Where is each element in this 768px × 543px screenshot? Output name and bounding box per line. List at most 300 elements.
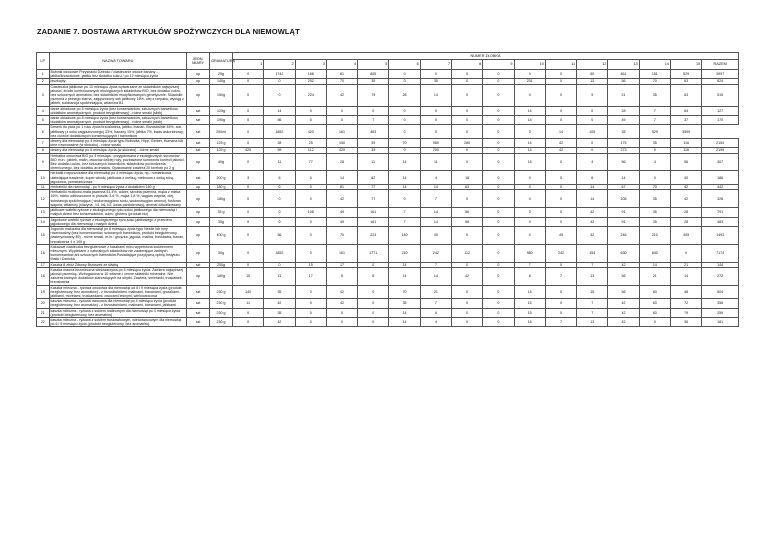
row-unit: szt	[187, 139, 210, 148]
row-qty-nursery-10: 7	[514, 262, 545, 267]
row-qty-nursery-4: 49	[326, 208, 357, 217]
row-product-name: danie obiadowe po 5 miesiącu życia (bez konserwantów, sztucznych barwników, dodatków aromatycznych, produkt bezglutenowy) - różne smaki (słoik)	[49, 106, 187, 115]
row-qty-nursery-11: 49	[545, 226, 576, 244]
row-qty-nursery-15: 14	[670, 267, 701, 285]
row-qty-nursery-15: 28	[670, 217, 701, 226]
row-product-name: Herbatniki dla niemowląt - po 9 miesiącu życia z dodatkiem 180 g	[49, 185, 187, 190]
row-qty-nursery-5: 62	[358, 171, 389, 185]
row-qty-nursery-3: 77	[295, 153, 326, 171]
row-qty-nursery-13: 630	[608, 244, 639, 262]
row-qty-nursery-15: 42	[670, 190, 701, 208]
row-qty-nursery-10: 15	[514, 308, 545, 317]
row-unit: op	[187, 79, 210, 84]
header-nursery-5: 5	[358, 60, 389, 70]
row-qty-nursery-7: 4	[420, 308, 451, 317]
row-qty-nursery-13: 246	[608, 226, 639, 244]
row-unit: op	[187, 226, 210, 244]
row-qty-nursery-11: 0	[545, 208, 576, 217]
row-qty-nursery-15: 405	[670, 226, 701, 244]
row-qty-nursery-5: 483	[358, 125, 389, 139]
row-qty-nursery-13: 42	[608, 299, 639, 308]
header-total: RAZEM	[702, 60, 739, 70]
row-qty-nursery-5: 1771	[358, 244, 389, 262]
row-qty-nursery-4: 81	[326, 70, 357, 79]
row-qty-nursery-6: 14	[389, 262, 420, 267]
row-qty-nursery-6: 70	[389, 285, 420, 299]
row-lp: 21	[37, 308, 50, 317]
header-nursery-6: 6	[389, 60, 420, 70]
row-qty-nursery-4: 81	[326, 185, 357, 190]
row-grammage: 30g	[210, 244, 233, 262]
row-lp: 1	[37, 70, 50, 79]
row-total: 3599	[670, 125, 701, 139]
row-grammage: 230 g	[210, 308, 233, 317]
row-lp: 18	[37, 267, 50, 285]
row-product-name: Bobinki owocowe Przysnacki Dziecko / ciastecznie owoce banany - jabłko/krzaczkowe -jabłko bez dodatku cukru / po 12 miesiącu życia	[49, 70, 187, 79]
row-qty-nursery-5: 0	[358, 106, 389, 115]
row-total: 127	[702, 106, 739, 115]
row-qty-nursery-5: 0	[358, 317, 389, 326]
table-row	[37, 217, 739, 226]
row-qty-nursery-6: 14	[389, 185, 420, 190]
row-qty-nursery-11: 0	[545, 299, 576, 308]
row-qty-nursery-8: 0	[451, 148, 482, 153]
row-lp: 8	[37, 148, 50, 153]
row-lp: 2	[37, 79, 50, 84]
row-qty-nursery-10: 14	[514, 139, 545, 148]
row-lp: 20	[37, 299, 50, 308]
row-qty-nursery-9: 0	[483, 148, 514, 153]
row-qty-nursery-11: 0	[545, 285, 576, 299]
row-product-name: Ciasteczka jabłkowe po 10 miesiącu życia wytwarzane ze składników najwyższej jakości, źródło kontrolowanych ekologicznych składników BIO, bez dodatku cukru, bez sztucznych aromatów, bez składników modyfikowanych genetycznie. Składniki: pszenna z pełnego ziarna, zagęszczony sok jabłkowy 18%, olej z rzepaku, wyciąg z jabłek, substancja spulchniająca, witamina B1	[49, 84, 187, 106]
row-qty-nursery-7: 4	[420, 171, 451, 185]
row-qty-nursery-1: 3	[233, 171, 264, 185]
row-qty-nursery-14: 21	[639, 267, 670, 285]
row-qty-nursery-6: 7	[389, 208, 420, 217]
row-qty-nursery-5: 0	[358, 262, 389, 267]
row-grammage: 190g	[210, 116, 233, 125]
row-unit: op	[187, 190, 210, 208]
row-qty-nursery-10: 0	[514, 217, 545, 226]
row-product-name: jabłkowe wafelki ryżowe z ekologicznego ryżu,sokiu jabłkowego dla niemowląt i małych dzieci bez konserwantów, cukru, glutenu (produkt bio)	[49, 208, 187, 217]
row-qty-nursery-13: 28	[608, 106, 639, 115]
row-qty-nursery-5: 35	[358, 79, 389, 84]
row-qty-nursery-11: 14	[545, 125, 576, 139]
row-grammage: 180 g	[210, 185, 233, 190]
row-qty-nursery-9: 0	[483, 244, 514, 262]
row-product-name: kaszka mleczno - ryżowa z sokiem truskawkowym, wieloowocowym dla niemowląt po 6 i 9 miesiącu życia (produkt bezglutenowy, bez aromatów)	[49, 317, 187, 326]
row-qty-nursery-12: 42	[577, 217, 608, 226]
row-qty-nursery-10: 0	[514, 208, 545, 217]
row-qty-nursery-7: 14	[420, 84, 451, 106]
row-qty-nursery-1: 0	[233, 185, 264, 190]
row-qty-nursery-9: 0	[483, 171, 514, 185]
row-lp: 12	[37, 190, 50, 208]
row-qty-nursery-4: 42	[326, 84, 357, 106]
row-qty-nursery-5: 39	[358, 148, 389, 153]
row-qty-nursery-9: 0	[483, 70, 514, 79]
row-qty-nursery-10: 15	[514, 285, 545, 299]
row-qty-nursery-12: 154	[577, 244, 608, 262]
row-qty-nursery-7: 0	[420, 70, 451, 79]
row-qty-nursery-4: 8	[326, 267, 357, 285]
row-qty-nursery-6: 7	[389, 217, 420, 226]
row-product-name: Kakaowe ciasteczka bezglutenowe z kaszkami mixu wypełniona kodziennem mlecznym. Wypiekane z naturalnych składników nie zawierające żadnych konserwantów ani sztucznych barwników.Posiadające pozytywną opinię Instytutu Matki i Dziecka	[49, 244, 187, 262]
row-qty-nursery-13: 56	[608, 285, 639, 299]
row-qty-nursery-1: 0	[233, 262, 264, 267]
row-qty-nursery-10: 0	[514, 70, 545, 79]
row-qty-nursery-14: 70	[639, 185, 670, 190]
row-qty-nursery-11: 0	[545, 190, 576, 208]
row-qty-nursery-12: 9	[577, 84, 608, 106]
row-qty-nursery-9: 0	[483, 308, 514, 317]
row-qty-nursery-9: 0	[483, 217, 514, 226]
row-total: 307	[702, 153, 739, 171]
row-qty-nursery-12: 4	[577, 153, 608, 171]
row-qty-nursery-2: 42	[264, 317, 295, 326]
row-qty-nursery-9: 0	[483, 317, 514, 326]
row-qty-nursery-6: 140	[389, 226, 420, 244]
row-qty-nursery-12: 0	[577, 139, 608, 148]
row-product-name: Deserk do picia po 1 roku życia brzoskwinia, jabłko i banan. Brzoskwinie 45%, sok jabłkowy (z soku zagęszczonego) 33%, banany 15%, jabłka 7%, kwas askorbinowy; bez cukrów dodatkowych konserwujących i barwników	[49, 125, 187, 139]
row-qty-nursery-4: 161	[326, 125, 357, 139]
row-qty-nursery-12: 14	[577, 190, 608, 208]
table-body	[37, 70, 739, 327]
row-qty-nursery-1: 0	[233, 139, 264, 148]
row-total: 442	[702, 185, 739, 190]
table-row	[37, 139, 739, 148]
row-unit: szt	[187, 125, 210, 139]
row-total: 1493	[702, 226, 739, 244]
row-qty-nursery-4: 42	[326, 299, 357, 308]
row-total: 483	[702, 217, 739, 226]
row-qty-nursery-1: 0	[233, 317, 264, 326]
row-qty-nursery-3: 0	[295, 299, 326, 308]
row-qty-nursery-11: 0	[545, 84, 576, 106]
row-qty-nursery-8: 0	[451, 70, 482, 79]
row-qty-nursery-10: 8	[514, 267, 545, 285]
row-qty-nursery-4: 49	[326, 217, 357, 226]
row-qty-nursery-9: 0	[483, 208, 514, 217]
row-lp: 10	[37, 171, 50, 185]
row-qty-nursery-2: 0	[264, 79, 295, 84]
row-qty-nursery-4: 42	[326, 285, 357, 299]
row-total: 259	[702, 308, 739, 317]
header-grammage: GRAMATURA	[210, 53, 233, 70]
row-qty-nursery-2: 35	[264, 308, 295, 317]
row-qty-nursery-1: 0	[233, 208, 264, 217]
row-qty-nursery-15: 36	[670, 317, 701, 326]
row-product-name: desery dla niemowląt po 4 miesiącu życia typu Bobovita, Hipp, Gerber, Humana lub inne równoważne (w słoiczku) - różne smaki	[49, 139, 187, 148]
row-unit: szt	[187, 171, 210, 185]
row-unit: szt	[187, 308, 210, 317]
table-row	[37, 244, 739, 262]
row-qty-nursery-14: 7	[639, 106, 670, 115]
row-qty-nursery-2: 0	[264, 217, 295, 226]
row-qty-nursery-2: 59	[264, 148, 295, 153]
row-qty-nursery-4: 70	[326, 79, 357, 84]
row-qty-nursery-15: 79	[670, 308, 701, 317]
row-product-name: Herbatka owocowa BIO po 4 miesiącu -przygotowana z ekologicznych surowców BIO m.in.: jabłek, malin, owoców dzikiej róży, pozbawione surowców kontroli jakości. Bez dodatku cukru, bez sztucznych barwników, składników pochodzenia chemicznego, bez dodatku aromatów. Opakowanie zawiera 20 torebek po 2 g	[50, 153, 185, 171]
row-qty-nursery-8: 0	[451, 106, 482, 115]
row-qty-nursery-1: 11	[233, 299, 264, 308]
row-lp: 3	[37, 84, 50, 106]
row-qty-nursery-2: 42	[264, 299, 295, 308]
row-unit: szt	[187, 262, 210, 267]
row-product-name: Kaszka 8 zbóż Zdrowy Brzuszek ze śliwką	[49, 262, 187, 267]
row-qty-nursery-9: 0	[483, 79, 514, 84]
row-qty-nursery-7: 4	[420, 317, 451, 326]
row-qty-nursery-13: 108	[608, 190, 639, 208]
row-qty-nursery-9: 0	[483, 190, 514, 208]
row-lp: 15	[37, 226, 50, 244]
row-qty-nursery-10: 0	[514, 185, 545, 190]
row-qty-nursery-3: 0	[295, 217, 326, 226]
row-qty-nursery-7: 700	[420, 148, 451, 153]
row-qty-nursery-15: 28	[670, 208, 701, 217]
products-table	[36, 52, 739, 327]
row-qty-nursery-1: 0	[233, 244, 264, 262]
row-qty-nursery-15: 42	[670, 185, 701, 190]
row-grammage: 230 g	[210, 285, 233, 299]
row-qty-nursery-1: 0	[233, 308, 264, 317]
row-qty-nursery-14: 35	[639, 217, 670, 226]
row-unit: op	[187, 217, 210, 226]
row-qty-nursery-13: 14	[608, 171, 639, 185]
row-qty-nursery-2: 35	[264, 285, 295, 299]
row-qty-nursery-7: 7	[420, 299, 451, 308]
header-nursery-1: 1	[233, 60, 264, 70]
row-lp: 13	[37, 208, 50, 217]
header-name: NAZWA TOWARU	[49, 53, 187, 70]
row-qty-nursery-1: 10	[233, 267, 264, 285]
header-nursery-10: 10	[514, 60, 545, 70]
row-qty-nursery-3: 420	[295, 125, 326, 139]
row-total: 7174	[702, 244, 739, 262]
row-qty-nursery-12: 0	[577, 116, 608, 125]
row-qty-nursery-3: 0	[295, 226, 326, 244]
row-qty-nursery-8: 0	[451, 299, 482, 308]
row-total: 3997	[702, 70, 739, 79]
row-qty-nursery-1: 0	[233, 70, 264, 79]
row-qty-nursery-2: 0	[264, 208, 295, 217]
row-grammage: 25g	[210, 70, 233, 79]
row-qty-nursery-3: 112	[295, 148, 326, 153]
row-qty-nursery-6: 14	[389, 153, 420, 171]
row-qty-nursery-2: 0	[264, 262, 295, 267]
row-qty-nursery-14: 0	[639, 148, 670, 153]
row-qty-nursery-6: 0	[389, 190, 420, 208]
row-unit: op	[187, 70, 210, 79]
row-qty-nursery-5: 79	[358, 84, 389, 106]
row-qty-nursery-15: 116	[670, 148, 701, 153]
row-qty-nursery-8: 63	[451, 185, 482, 190]
table-row	[37, 116, 739, 125]
row-qty-nursery-6: 0	[389, 125, 420, 139]
row-qty-nursery-12: 15	[577, 285, 608, 299]
row-product-name: herbatki rozpuszczalne dla niemowląt po 4 miesiącu życia, np.: rumiankowa, ułatwiająca trawienie, koper włoski, jabłkowa z melisą, melisowa z dziką różą, jagodowa, pomarańczowa	[49, 171, 187, 185]
row-unit: op	[187, 208, 210, 217]
row-grammage: 250g	[210, 262, 233, 267]
row-qty-nursery-4: 17	[326, 262, 357, 267]
row-qty-nursery-2: 0	[264, 84, 295, 106]
row-qty-nursery-6: 14	[389, 317, 420, 326]
row-qty-nursery-5: 0	[358, 308, 389, 317]
row-qty-nursery-6: 210	[389, 244, 420, 262]
row-unit: szt	[187, 317, 210, 326]
row-qty-nursery-4: 0	[326, 308, 357, 317]
row-product-name: desery dla niemowląt po 6 miesiącu życia (w słoiczku) - różne smaki	[49, 148, 187, 153]
row-qty-nursery-1: 0	[233, 84, 264, 106]
row-qty-nursery-12: 12	[577, 79, 608, 84]
row-lp: 16	[37, 244, 50, 262]
row-qty-nursery-13: 42	[608, 317, 639, 326]
header-nursery-4: 4	[326, 60, 357, 70]
row-qty-nursery-5: 0	[358, 299, 389, 308]
header-nursery-2: 2	[264, 60, 295, 70]
row-total: 2195	[702, 148, 739, 153]
row-qty-nursery-11: 242	[545, 244, 576, 262]
row-qty-nursery-14: 210	[639, 226, 670, 244]
row-grammage: 400 g	[210, 226, 233, 244]
row-qty-nursery-5: 805	[358, 70, 389, 79]
row-qty-nursery-3: 25	[295, 139, 326, 148]
row-grammage: 140g	[210, 79, 233, 84]
row-unit: szt	[187, 106, 210, 115]
row-grammage: 230 g	[210, 299, 233, 308]
row-unit: op	[187, 267, 210, 285]
row-lp: 22	[37, 317, 50, 326]
row-qty-nursery-14: 840	[639, 244, 670, 262]
row-qty-nursery-7: 21	[420, 285, 451, 299]
table-row	[37, 84, 739, 106]
row-qty-nursery-13: 91	[608, 208, 639, 217]
row-grammage: 35 g	[210, 208, 233, 217]
table-row	[37, 308, 739, 317]
row-qty-nursery-3: 0	[295, 317, 326, 326]
row-qty-nursery-8: 56	[451, 217, 482, 226]
row-total: 326	[702, 190, 739, 208]
row-qty-nursery-8: 0	[451, 79, 482, 84]
row-qty-nursery-6: 0	[389, 106, 420, 115]
row-qty-nursery-13: 67	[608, 185, 639, 190]
row-qty-nursery-13: 21	[608, 84, 639, 106]
header-nursery-3: 3	[295, 60, 326, 70]
row-qty-nursery-9: 0	[483, 285, 514, 299]
row-qty-nursery-11: 0	[545, 79, 576, 84]
row-qty-nursery-11: 7	[545, 317, 576, 326]
row-qty-nursery-15: 40	[670, 171, 701, 185]
row-total: 791	[702, 208, 739, 217]
row-qty-nursery-11: 0	[545, 116, 576, 125]
table-row	[37, 299, 739, 308]
header-nursery-13: 13	[608, 60, 639, 70]
row-qty-nursery-8: 56	[451, 208, 482, 217]
row-qty-nursery-4: 14	[326, 171, 357, 185]
row-grammage: 200 g	[210, 171, 233, 185]
row-qty-nursery-9: 0	[483, 262, 514, 267]
row-total: 186	[702, 171, 739, 185]
row-qty-nursery-3: 168	[295, 70, 326, 79]
row-qty-nursery-1: 0	[233, 190, 264, 208]
row-qty-nursery-13: 175	[608, 139, 639, 148]
row-total: 515	[702, 84, 739, 106]
row-qty-nursery-8: 0	[451, 125, 482, 139]
row-qty-nursery-12: 60	[577, 70, 608, 79]
row-qty-nursery-9: 0	[483, 267, 514, 285]
row-qty-nursery-15: 37	[670, 116, 701, 125]
row-qty-nursery-14: 63	[639, 285, 670, 299]
row-qty-nursery-3: 252	[295, 79, 326, 84]
row-qty-nursery-10: 0	[514, 226, 545, 244]
row-qty-nursery-11: 42	[545, 139, 576, 148]
row-qty-nursery-8: 0	[451, 226, 482, 244]
row-qty-nursery-10: 980	[514, 244, 545, 262]
row-qty-nursery-10: 14	[514, 106, 545, 115]
row-qty-nursery-6: 35	[389, 299, 420, 308]
row-qty-nursery-2: 0	[264, 185, 295, 190]
row-qty-nursery-14: 63	[639, 299, 670, 308]
row-qty-nursery-8: 0	[451, 308, 482, 317]
row-qty-nursery-8: 0	[451, 190, 482, 208]
row-qty-nursery-3: 0	[295, 106, 326, 115]
row-qty-nursery-6: 0	[389, 79, 420, 84]
row-unit: szt	[187, 116, 210, 125]
row-qty-nursery-7: 0	[420, 125, 451, 139]
row-qty-nursery-3: 0	[295, 308, 326, 317]
row-qty-nursery-4: 161	[326, 244, 357, 262]
row-qty-nursery-3: 15	[295, 262, 326, 267]
row-qty-nursery-15: 529	[670, 70, 701, 79]
row-qty-nursery-10: 0	[514, 84, 545, 106]
row-qty-nursery-14: 35	[639, 190, 670, 208]
row-qty-nursery-12: 42	[577, 226, 608, 244]
row-qty-nursery-5: 0	[358, 285, 389, 299]
row-qty-nursery-7: 0	[420, 116, 451, 125]
row-qty-nursery-4: 420	[326, 148, 357, 153]
row-qty-nursery-15: 63	[670, 79, 701, 84]
row-qty-nursery-5: 77	[358, 185, 389, 190]
row-qty-nursery-9: 0	[483, 106, 514, 115]
row-qty-nursery-11: 0	[545, 153, 576, 171]
header-nursery-12: 12	[577, 60, 608, 70]
row-qty-nursery-9: 0	[483, 139, 514, 148]
row-qty-nursery-11: 0	[545, 217, 576, 226]
row-qty-nursery-8: 42	[451, 267, 482, 285]
row-qty-nursery-10: 231	[514, 79, 545, 84]
row-product-name: biszkopty	[49, 79, 187, 84]
row-grammage: 180g	[210, 190, 233, 208]
row-qty-nursery-9: 0	[483, 125, 514, 139]
row-qty-nursery-4: 28	[326, 153, 357, 171]
row-qty-nursery-9: 0	[483, 185, 514, 190]
row-lp: 6	[37, 125, 50, 139]
row-product-name: kaszka mleczna - ryżowa z sokiem malinowym dla niemowląt po 4 miesiącu życia (produkt bezglutenowy, bez aromatów)	[49, 308, 187, 317]
header-nursery-9: 9	[483, 60, 514, 70]
table-row	[37, 267, 739, 285]
row-grammage: 125 g	[210, 139, 233, 148]
row-qty-nursery-8: 0	[451, 285, 482, 299]
row-qty-nursery-3: 17	[295, 267, 326, 285]
row-qty-nursery-4: 0	[326, 106, 357, 115]
row-qty-nursery-7: 242	[420, 244, 451, 262]
row-qty-nursery-14: 151	[639, 70, 670, 79]
row-qty-nursery-6: 14	[389, 171, 420, 185]
row-qty-nursery-2: 0	[264, 190, 295, 208]
row-total: 181	[702, 317, 739, 326]
row-qty-nursery-6: 0	[389, 148, 420, 153]
table-row	[37, 190, 739, 208]
